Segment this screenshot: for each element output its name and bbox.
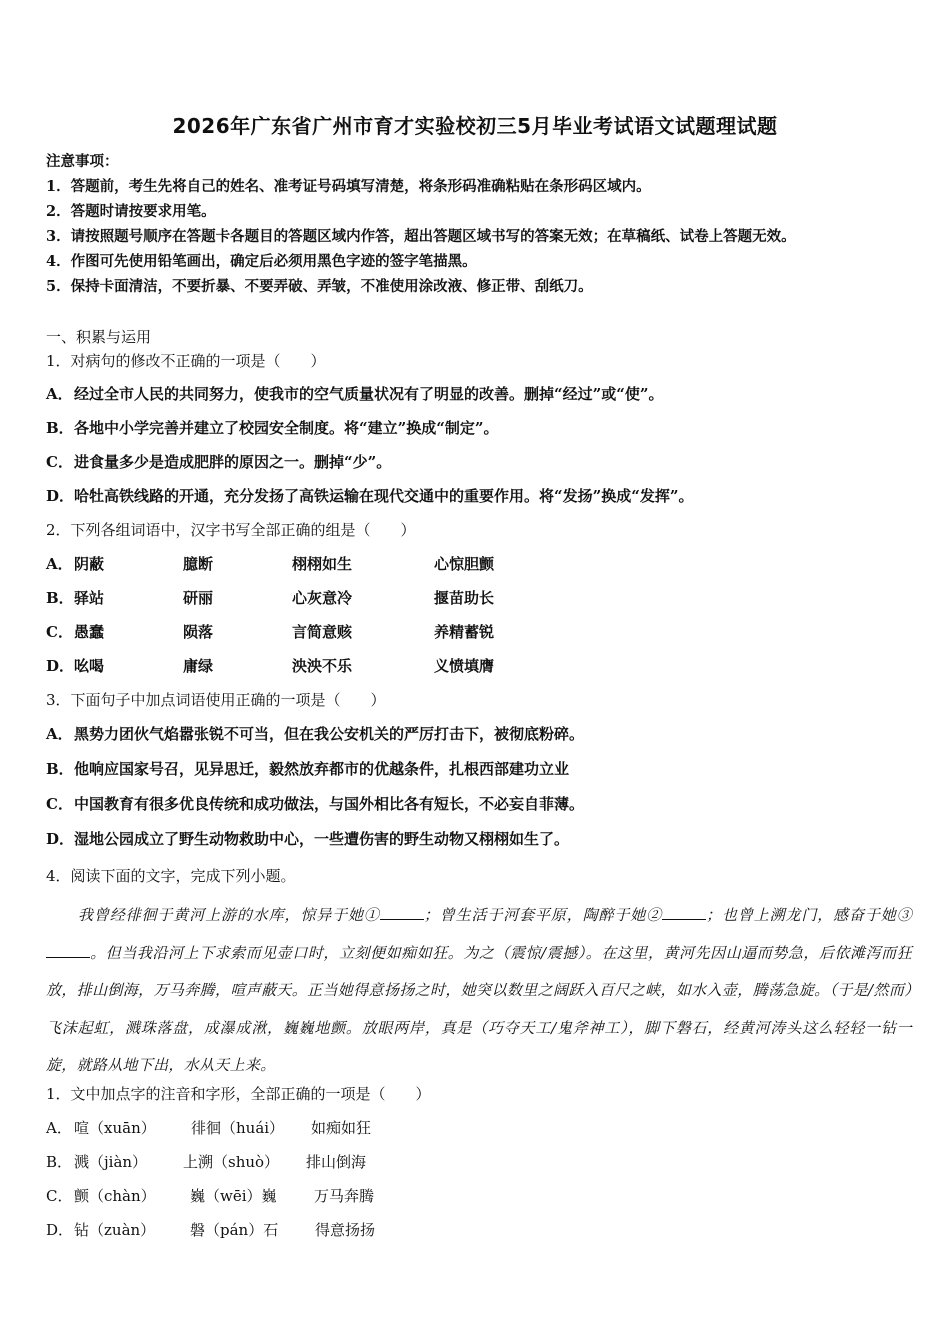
option-label: B． bbox=[46, 1153, 73, 1171]
option-item: 上溯（shuò） bbox=[183, 1153, 280, 1171]
word-cell: 臆断 bbox=[183, 555, 214, 573]
question-stem: 4．阅读下面的文字，完成下列小题。 bbox=[46, 867, 296, 885]
option-item: 溅（jiàn） bbox=[74, 1153, 148, 1171]
word-cell: 心惊胆颤 bbox=[434, 555, 495, 573]
word-cell: 陨落 bbox=[183, 623, 214, 641]
option-row bbox=[46, 794, 584, 814]
fill-blank[interactable] bbox=[662, 903, 706, 920]
option-text: 哈牡高铁线路的开通，充分发扬了高铁运输在现代交通中的重要作用。将“发扬”换成“发挥”。 bbox=[74, 487, 694, 505]
word-cell: 庸绿 bbox=[183, 657, 214, 675]
word-cell: 揠苗助长 bbox=[434, 589, 495, 607]
option-label: C． bbox=[46, 453, 73, 471]
word-cell: 愚蠢 bbox=[74, 623, 105, 641]
word-cell: 阴蔽 bbox=[74, 555, 105, 573]
passage-text: 我曾经徘徊于黄河上游的水库，惊异于她① bbox=[78, 906, 380, 924]
passage-text: ；也曾上溯龙门，感奋于她③ bbox=[706, 906, 912, 924]
question-stem: 3．下面句子中加点词语使用正确的一项是（ ） bbox=[46, 691, 386, 709]
option-label: D． bbox=[46, 657, 75, 675]
option-text: 他响应国家号召，见异思迁，毅然放弃都市的优越条件，扎根西部建功立业 bbox=[74, 760, 570, 778]
passage-paragraph bbox=[46, 897, 912, 1085]
notice-heading: 注意事项： bbox=[46, 153, 119, 170]
passage-text: ；曾生活于河套平原，陶醉于她② bbox=[423, 906, 663, 924]
word-cell: 心灰意冷 bbox=[292, 589, 353, 607]
option-label: C． bbox=[46, 623, 73, 641]
section-heading: 一、积累与运用 bbox=[46, 328, 152, 346]
notice-item: 4．作图可先使用铅笔画出，确定后必须用黑色字迹的签字笔描黑。 bbox=[46, 253, 477, 270]
option-label: B． bbox=[46, 760, 74, 778]
word-cell: 研丽 bbox=[183, 589, 214, 607]
option-text: 中国教育有很多优良传统和成功做法，与国外相比各有短长，不必妄自菲薄。 bbox=[74, 795, 585, 813]
option-row bbox=[46, 724, 584, 744]
option-row bbox=[46, 384, 664, 404]
passage-text: 。但当我沿河上下求索而见壶口时，立刻便如痴如狂。为之（震惊/震撼）。在这里，黄河先因山逼而势急，后依滩泻而狂放，排山倒海，万马奔腾，喧声蔽天。正当她得意扬扬之时，她突以数里之阔跃入百尺之峡，如水入壶，腾荡急旋。（于是/然而）飞沫起虹，溅珠落盘，成瀑成湫，巍巍地颤。放眼两岸，真是（巧夺天工/鬼斧神工），脚下磐石，经黄河涛头这么轻轻一钻一旋，就路从地下出，水从天上来。 bbox=[46, 943, 912, 1074]
option-item: 如痴如狂 bbox=[311, 1119, 372, 1137]
option-row bbox=[46, 759, 569, 779]
sub-question-stem: 1．文中加点字的注音和字形，全部正确的一项是（ ） bbox=[46, 1085, 431, 1103]
notice-item: 1．答题前，考生先将自己的姓名、准考证号码填写清楚，将条形码准确粘贴在条形码区域内。 bbox=[46, 178, 651, 195]
option-row bbox=[46, 418, 499, 438]
option-label: A． bbox=[46, 1119, 72, 1137]
option-row bbox=[46, 829, 569, 849]
fill-blank[interactable] bbox=[46, 941, 90, 958]
option-row bbox=[46, 486, 694, 506]
option-item: 钻（zuàn） bbox=[74, 1221, 156, 1239]
option-label: C． bbox=[46, 795, 73, 813]
option-label: D． bbox=[46, 487, 75, 505]
option-label: A． bbox=[46, 385, 73, 403]
word-cell: 养精蓄锐 bbox=[434, 623, 495, 641]
option-label: B． bbox=[46, 589, 74, 607]
option-text: 各地中小学完善并建立了校园安全制度。将“建立”换成“制定”。 bbox=[74, 419, 499, 437]
option-item: 喧（xuān） bbox=[74, 1119, 156, 1137]
option-label: D． bbox=[46, 830, 75, 848]
word-cell: 义愤填膺 bbox=[434, 657, 495, 675]
notice-item: 3．请按照题号顺序在答题卡各题目的答题区域内作答，超出答题区域书写的答案无效；在草稿纸、试卷上答题无效。 bbox=[46, 228, 796, 245]
option-label: C． bbox=[46, 1187, 73, 1205]
word-cell: 言简意赅 bbox=[292, 623, 353, 641]
option-text: 进食量多少是造成肥胖的原因之一。删掉“少”。 bbox=[74, 453, 392, 471]
option-label: B． bbox=[46, 419, 74, 437]
word-cell: 泱泱不乐 bbox=[292, 657, 353, 675]
option-item: 巍（wēi）巍 bbox=[190, 1187, 277, 1205]
word-cell: 吆喝 bbox=[74, 657, 105, 675]
option-text: 经过全市人民的共同努力，使我市的空气质量状况有了明显的改善。删掉“经过”或“使”。 bbox=[74, 385, 664, 403]
option-text: 湿地公园成立了野生动物救助中心，一些遭伤害的野生动物又栩栩如生了。 bbox=[74, 830, 570, 848]
option-item: 得意扬扬 bbox=[315, 1221, 376, 1239]
option-text: 黑势力团伙气焰嚣张锐不可当，但在我公安机关的严厉打击下，被彻底粉碎。 bbox=[74, 725, 585, 743]
option-row bbox=[46, 452, 391, 472]
question-stem: 1．对病句的修改不正确的一项是（ ） bbox=[46, 352, 326, 370]
option-label: A． bbox=[46, 555, 73, 573]
option-item: 徘徊（huái） bbox=[191, 1119, 285, 1137]
question-stem: 2．下列各组词语中，汉字书写全部正确的组是（ ） bbox=[46, 521, 416, 539]
option-label: D． bbox=[46, 1221, 74, 1239]
option-item: 排山倒海 bbox=[306, 1153, 367, 1171]
notice-item: 5．保持卡面清洁，不要折暴、不要弄破、弄皱，不准使用涂改液、修正带、刮纸刀。 bbox=[46, 278, 593, 295]
word-cell: 栩栩如生 bbox=[292, 555, 353, 573]
option-label: A． bbox=[46, 725, 73, 743]
word-cell: 驿站 bbox=[74, 589, 105, 607]
option-item: 磐（pán）石 bbox=[190, 1221, 279, 1239]
page-title: 2026年广东省广州市育才实验校初三5月毕业考试语文试题理试题 bbox=[172, 114, 778, 138]
option-item: 颤（chàn） bbox=[74, 1187, 156, 1205]
reading-passage bbox=[46, 897, 912, 1085]
option-item: 万马奔腾 bbox=[314, 1187, 375, 1205]
notice-item: 2．答题时请按要求用笔。 bbox=[46, 203, 216, 220]
fill-blank[interactable] bbox=[380, 903, 424, 920]
